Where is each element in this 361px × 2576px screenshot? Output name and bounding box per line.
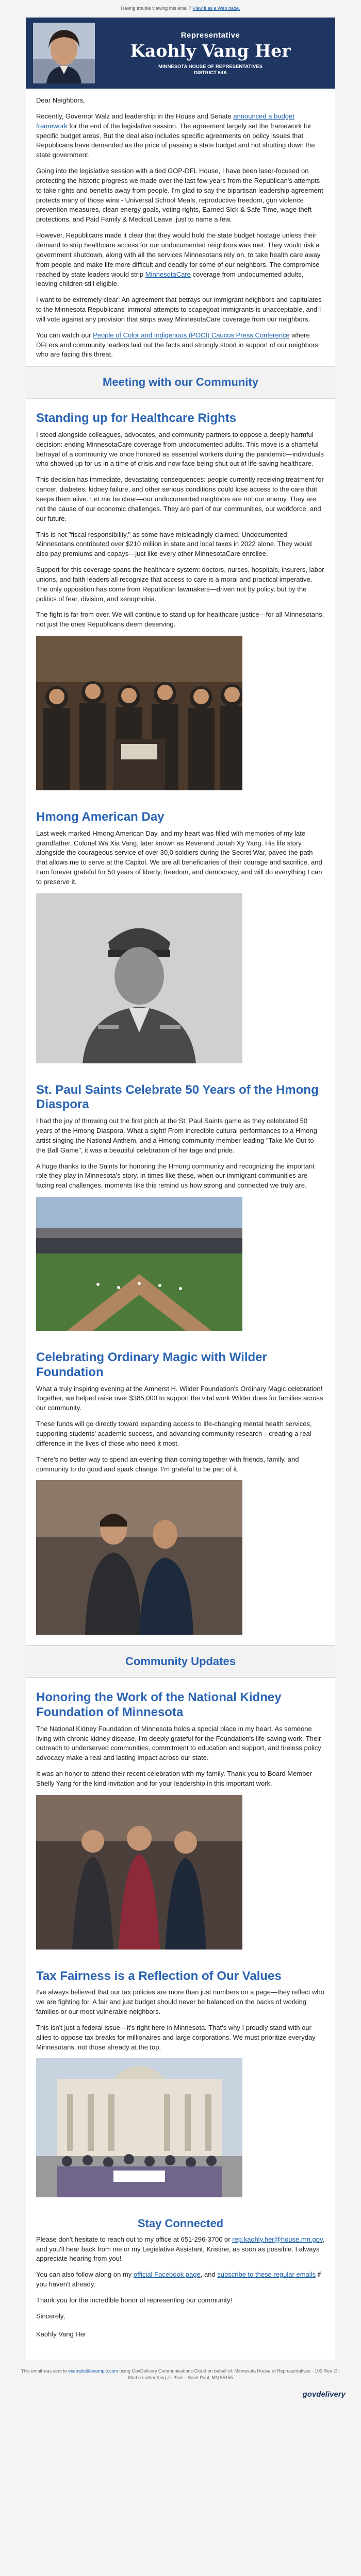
- article-title: Celebrating Ordinary Magic with Wilder Foundation: [36, 1350, 267, 1379]
- poci-press-conference-link[interactable]: People of Color and Indigenous (POCI) Caucus Press Conference: [93, 331, 290, 339]
- article-paragraph: I stood alongside colleagues, advocates, and community partners to oppose a deeply harmful decision: ending MinnesotaCare coverage from undocumented adults. This move is a shameful betrayal of a community we once honored as essential workers during the pandemic—individuals who showed up for us in a time of crisis and now face being shut out of life-saving healthcare.: [36, 430, 324, 468]
- article-paragraph: I had the joy of throwing out the first pitch at the St. Paul Saints game as they celebrated 50 years of the Hmong Diaspora. What a sight! From incredible cultural performances to a Hmong artist singing the National Anthem, and a Hmong community member leading "Take Me Out to the Ball Game", it was a beautiful celebration of heritage and pride.: [36, 1117, 317, 1154]
- article-title: Honoring the Work of the National Kidney Foundation of Minnesota: [36, 1690, 282, 1719]
- grandfather-portrait-photo: [36, 893, 325, 1066]
- article-paragraph: This is not "fiscal responsibility," as some have misleadingly claimed. Undocumented Minnesotans contributed over $210 million in state and local taxes in 2022 alone. They would also pay premiums and copays—just like every other MinnesotaCare enrollee.: [36, 530, 312, 558]
- article-paragraph: What a truly inspiring evening at the Amherst H. Wilder Foundation's Ordinary Magic celebration! Together, we helped raise over $385,000 to support the vital work Wilder does for families across our community.: [36, 1384, 323, 1412]
- healthcare-article: [26, 430, 335, 630]
- budget-framework-link[interactable]: announced a budget framework: [36, 112, 294, 130]
- topbar-text: Having trouble viewing this email?: [121, 6, 191, 11]
- intro-paragraph: You can watch our People of Color and Indigenous (POCI) Caucus Press Conference where DFLers and community leaders laid out the facts and strongly stood in support of our neighbors who are facing this threat.: [36, 331, 319, 359]
- rep-label: Representative: [180, 30, 240, 40]
- tax-article: [26, 1988, 335, 2052]
- intro-paragraph: However, Republicans made it clear that they would hold the state budget hostage unless their demand to strip healthcare access for our undocumented neighbors was met. They would risk a government shutdown, along with all the services Minnesotans rely on, to take health care away from people and make life more difficult and deadly for some of our neighbors. The compromise reached by state leaders would strip MinnesotaCare coverage from undocumented adults, leaving children still eligible.: [36, 231, 321, 288]
- headshot-photo: [33, 23, 95, 83]
- article-title: Tax Fairness is a Reflection of Our Values: [36, 1969, 282, 1983]
- article-paragraph: Last week marked Hmong American Day, and my heart was filled with memories of my late grandfather, Colonel Wa Xia Vang, later known as Reverend Jonah Xy Yang. His life story, alongside the courageous service of over 30,0 soldiers during the Secret War, paved the path that allows me to serve at the Capitol. We are all beneficiaries of their courage and sacrifice, and I am forever grateful for 50 years of liberty, freedom, and democracy, and will do everything I can to preserve it.: [36, 829, 322, 886]
- footer-bottom: [0, 2387, 361, 2408]
- intro-paragraph: Recently, Governor Walz and leadership in the House and Senate announced a budget framework for the end of the legislative session. The agreement largely set the framework for specific budget areas. But the deal also includes specific agreements on policy issues that Republicans have demanded as the price of passing a state budget and not shutting down the state government.: [36, 112, 315, 159]
- article-paragraph: These funds will go directly toward expanding access to life-changing mental health services, supporting students' academic success, and advancing community research—creating a real difference in the lives of those who need it most.: [36, 1420, 312, 1447]
- article-paragraph: This isn't just a federal issue—it's right here in Minnesota. That's why I proudly stand with our allies to oppose tax breaks for millionaires and large corporations. We must prioritize everyday Minnesotans, not those already at the top.: [36, 2023, 316, 2051]
- article-title: Hmong American Day: [36, 809, 165, 824]
- stay-connected-section: [26, 2235, 335, 2321]
- article-paragraph: I've always believed that our tax policies are more than just numbers on a page—they reflect who we are fighting for. A fair and just budget should never be balanced on the backs of working families or our most vulnerable neighbors.: [36, 1988, 324, 2016]
- article-title: St. Paul Saints Celebrate 50 Years of the Hmong Diaspora: [36, 1082, 319, 1112]
- article-paragraph: The fight is far from over. We will continue to stand up for healthcare justice—for all Minnesotans, not just the ones Republicans deem deserving.: [36, 611, 324, 629]
- facebook-link[interactable]: official Facebook page: [133, 2270, 201, 2279]
- follow-paragraph: You can also follow along on my official Facebook page, and subscribe to these regular emails if you haven't already.: [36, 2270, 321, 2289]
- article-paragraph: Support for this coverage spans the healthcare system: doctors, nurses, hospitals, insurers, labor unions, and faith leaders all recognize that access to care is a moral and practical imperative. The only opposition has come from Republican lawmakers—driven not by policy, but by the politics of fear, division, and xenophobia.: [36, 566, 324, 603]
- footer: This email was sent to example@example.com using GovDelivery Communications Cloud on behalf of: Minnesota House of Representatives - 100 Rev. Dr. Martin Luther King Jr. Blvd. - Saint Paul, MN 55155: [0, 2360, 361, 2386]
- article-title: Stay Connected: [137, 2217, 224, 2230]
- header: [26, 18, 335, 89]
- intro-section: [26, 89, 335, 360]
- email-container: [26, 18, 335, 2360]
- article-title: Standing up for Healthcare Rights: [36, 411, 237, 426]
- contact-paragraph: Please don't hesitate to reach out to my office at 651-296-3700 or rep.kaohly.her@house.mn.gov, and you'll hear back from me or my Legislative Assistant, Kristine, as soon as possible. I always appreciate hearing from you!: [36, 2235, 325, 2263]
- subscribe-link[interactable]: subscribe to these regular emails: [217, 2270, 316, 2279]
- intro-paragraph: I want to be extremely clear: An agreement that betrays our immigrant neighbors and capitulates to the Minnesota Republicans' immoral attempts to scapegoat immigrants is unacceptable, and I will vote against any provision that strips away MinnesotaCare coverage from our neighbors.: [36, 296, 322, 323]
- section-banner: [26, 366, 335, 399]
- wilder-event-photo: [36, 1480, 325, 1638]
- saints-article: [26, 1116, 335, 1191]
- view-as-webpage-link[interactable]: View it as a Web page.: [192, 6, 240, 11]
- intro-paragraph: Going into the legislative session with a tied GOP-DFL House, I have been laser-focused on protecting the historic progress we made over the last few years from the Republican's attempts to take rights and benefits away from people. I'm glad to say the bipartisan leadership agreement protects many of those wins - Universal School Meals, reproductive freedom, gun violence prevention measures, clean energy goals, voting rights, Earned Sick & Safe Time, wage theft protections, and Paid Family & Medical Leave, just to name a few.: [36, 167, 323, 224]
- recipient-email-link[interactable]: example@example.com: [68, 2368, 118, 2374]
- hmong-article: [26, 829, 335, 887]
- closing: Sincerely,: [36, 2312, 65, 2320]
- signoff: [26, 2328, 335, 2360]
- kidney-foundation-photo: [36, 1795, 325, 1953]
- greeting: Dear Neighbors,: [36, 96, 85, 104]
- article-paragraph: It was an honor to attend their recent celebration with my family. Thank you to Board Member Shelly Yang for the kind invitation and for your leadership in this important work.: [36, 1770, 312, 1787]
- kidney-article: [26, 1724, 335, 1789]
- article-paragraph: The National Kidney Foundation of Minnesota holds a special place in my heart. As someone living with chronic kidney disease, I'm deeply grateful for the Foundation's life-saving work. Their outreach to underserved communities, commitment to education and support, and tireless policy advocacy make a real and lasting impact across our state.: [36, 1724, 321, 1762]
- wilder-article: [26, 1384, 335, 1475]
- article-paragraph: A huge thanks to the Saints for honoring the Hmong community and recognizing the important role they play in Minnesota's story. In times like these, when our immigrant communities are facing real challenges, moments like this remind us how strong and connected we truly are.: [36, 1162, 315, 1190]
- article-paragraph: This decision has immediate, devastating consequences: people currently receiving treatment for cancer, diabetes, kidney failure, and other serious conditions could lose access to the care that keeps them alive. Let me be clear—our undocumented neighbors are not our enemy. They are not the cause of our economic challenges. They are part of our communities, our workforce, and our future.: [36, 476, 324, 522]
- minnesotacare-link[interactable]: MinnesotaCare: [145, 270, 191, 278]
- ballpark-photo: [36, 1197, 325, 1334]
- thanks-paragraph: Thank you for the incredible honor of representing our community!: [36, 2296, 233, 2304]
- capitol-rally-photo: [36, 2058, 325, 2200]
- article-paragraph: There's no better way to spend an evening than coming together with friends, family, and community to do good and spark change. I'm grateful to be part of it.: [36, 1455, 299, 1473]
- header-text: [95, 30, 335, 77]
- rep-name: Kaohly Vang Her: [130, 41, 291, 61]
- house-line-2: DISTRICT 64A: [194, 70, 227, 76]
- topbar: [0, 0, 361, 18]
- govdelivery-logo[interactable]: govdelivery: [302, 2389, 346, 2399]
- press-conference-photo: [36, 636, 325, 793]
- email-link[interactable]: rep.kaohly.her@house.mn.gov: [232, 2235, 323, 2243]
- house-line-1: MINNESOTA HOUSE OF REPRESENTATIVES: [158, 63, 262, 70]
- banner-title: Community Updates: [125, 1655, 236, 1668]
- banner-title: Meeting with our Community: [103, 376, 258, 389]
- signature: Kaohly Vang Her: [36, 2330, 87, 2338]
- section-banner: [26, 1645, 335, 1678]
